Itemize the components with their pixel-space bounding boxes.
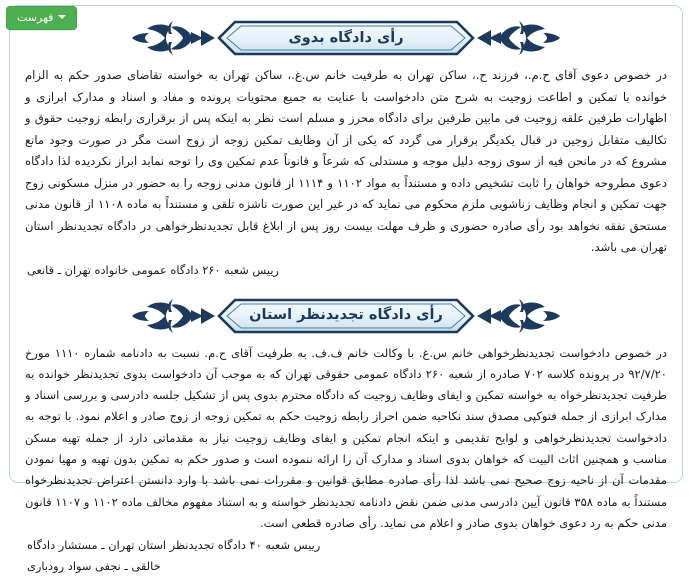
section-title-1: رأی دادگاه بدوی: [288, 29, 404, 46]
section-title-2: رأی دادگاه تجدیدنظر استان: [249, 307, 443, 323]
section-signature-2b: خالقی ـ نجفی سواد رودباری: [27, 559, 161, 574]
banner-plate-1: [217, 20, 475, 56]
toolbar: [6, 4, 77, 30]
section-banner-2: [131, 293, 561, 339]
banner-plate-2: [217, 298, 475, 334]
section-body-1: در خصوص دعوی آقای ح.م.، فرزند ح.، ساکن تهران به طرفیت خانم س.غ.، ساکن تهران به خواسته تقاضای صدور حکم به الزام خوانده با تمکین و اطاعت زوجیت به شرح متن دادخواست با عنایت به جمیع محتویات پرونده و مفاد و اسناد و مدارک ابرازی و اظهارات طرفین علقه زوجیت فی مابین طرفین برای دادگاه محرز و مسلم است نظر به اینکه پس از برقراری رابطه زوجیت حقوق و تکالیف متقابل زوجین در قبال یکدیگر برقرار می گردد که یکی از آن وظایف تمکین زوجه از زوج است مگر در صورت وجود مانع مشروع که در مانحن فیه از سوی زوجه دلیل موجه و مستدلی که شرعاً و قانوناً عدم تمکین وی را توجه نماید ابراز نکردیده لذا دادگاه دعوی مطروحه خواهان را ثابت تشخیص داده و مستنداً به مواد ۱۱۰۲ و ۱۱۱۴ از قانون مدنی زوجه را به حضور در منزل مسکونی زوج جهت تمکین و انجام وظایف زناشویی ملزم محکوم می نماید که در غیر این صورت ناشزه تلقی و مستنداً به ماده ۱۱۰۸ از قانون مدنی مستحق نفقه نخواهد بود رأی صادره حضوری و ظرف مهلت بیست روز پس از ابلاغ قابل تجدیدنظرخواهی در دادگاه تجدیدنظر استان تهران می باشد.: [25, 68, 668, 254]
section-body-2: در خصوص دادخواست تجدیدنظرخواهی خانم س.غ. با وکالت خانم ف.ف. به طرفیت آقای ح.م. نسبت به دادنامه شماره ۱۱۱۰ مورخ ۹۲/۷/۲۰ در پرونده کلاسه ۷۰۲ صادره از شعبه ۲۶۰ دادگاه عمومی حقوقی تهران که به موجب آن دادخواست بدوی تجدیدنظر خوانده به طرفیت تجدیدنظرخواه به خواسته تمکین و ایفای وظایف زوجیت که دادگاه محترم بدوی پس از تشکیل جلسه دادرسی و بررسی اسناد و مدارک ابرازی از جمله فتوکپی مصدق سند نکاحیه ضمن احراز رابطه زوجیت حکم به تمکین زوجه از زوج صادر و اعلام نمود. با توجه به دادخواست تجدیدنظرخواهی و لوایح تقدیمی و اینکه انجام تمکین و ایفای وظایف زوجیت نیاز به مقدماتی دارد از جمله تهیه مسکن مناسب و همچنین اثاث البیت که خواهان بدوی اسناد و مدارک آن را ارائه ننموده است و صدور حکم به تمکین بدون تهیه و مهیا نمودن مقدمات آن از ناحیه زوج صحیح نمی باشد لذا رأی صادره مطابق قوانین و مقررات نمی باشد با وارد دانستن اعتراض تجدیدنظرخواه مستنداً به ماده ۳۵۸ قانون آیین دادرسی مدنی ضمن نقض دادنامه تجدیدنظر خواسته و به استناد مفهوم مخالف ماده ۱۱۰۲ و ۱۱۰۷ قانون مدنی حکم به رد دعوی خواهان بدوی صادر و اعلام می نماید. رأی صادره قطعی است.: [25, 345, 667, 530]
section-signature-2: رییس شعبه ۴۰ دادگاه تجدیدنظر استان تهران ـ مستشار دادگاه: [27, 538, 321, 553]
index-button-label: فهرست: [17, 11, 54, 24]
ornament-left-icon: [131, 21, 217, 55]
ornament-left-icon: [131, 299, 217, 333]
index-dropdown-button[interactable]: [6, 6, 77, 30]
section-signature-1: رییس شعبه ۲۶۰ دادگاه عمومی خانواده تهران ـ قانعی: [27, 262, 280, 277]
ornament-right-icon: [475, 21, 561, 55]
ornament-right-icon: [475, 299, 561, 333]
section-banner-1: [131, 15, 561, 61]
document-content: [9, 5, 683, 574]
chevron-down-icon: [58, 15, 66, 19]
